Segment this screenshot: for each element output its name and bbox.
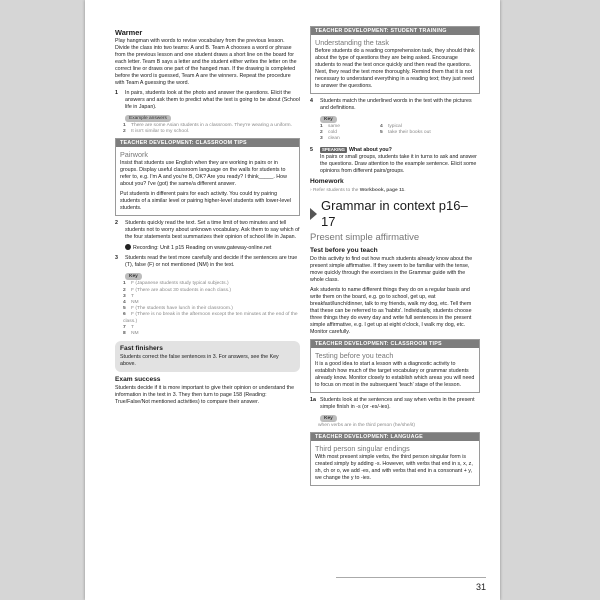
speaking-tag: SPEAKING bbox=[322, 146, 345, 152]
audio-icon bbox=[125, 244, 131, 250]
box-paragraph: Put students in different pairs for each activity. You could try pairing students of a similar level or pairing higher-level students with lower-level students. bbox=[120, 191, 292, 212]
box-subheading: Third person singular endings bbox=[315, 443, 410, 453]
exercise-number: 1 bbox=[115, 90, 118, 96]
exercise-title: What about you? bbox=[348, 146, 392, 153]
exercise-text bbox=[320, 147, 480, 175]
exercise-2 bbox=[115, 220, 300, 241]
box-title-bar: TEACHER DEVELOPMENT: CLASSROOM TIPS bbox=[116, 139, 299, 147]
box-title-bar: TEACHER DEVELOPMENT: LANGUAGE bbox=[311, 433, 479, 441]
answer-line: 6 F (There is no break in the afternoon except the ten minutes at the end of the class.) bbox=[123, 312, 298, 324]
answer-line: 7 T bbox=[123, 324, 134, 330]
key-label: Key bbox=[320, 116, 337, 123]
box-paragraph: It is a good idea to start a lesson with a diagnostic activity to establish how much of the target vocabulary or grammar students already know. Monitor closely to establish which areas you will need to focus on most in the subsequent 'teach' stage of the lesson. bbox=[315, 360, 475, 388]
box-title-bar: TEACHER DEVELOPMENT: CLASSROOM TIPS bbox=[311, 340, 479, 348]
box-subheading: Understanding the task bbox=[315, 38, 389, 47]
test-before-p1: Do this activity to find out how much students already know about the present simple affirmative. If they seem to be familiar with the tense, move quickly through the exercises in the Grammar guide with the whole class. bbox=[310, 255, 473, 283]
exercise-text: Students read the text more carefully and decide if the sentences are true (T), false (F) or not mentioned (NM) in the text. bbox=[125, 255, 298, 269]
grammar-section-title bbox=[310, 198, 480, 230]
box-subheading: Testing before you teach bbox=[315, 350, 394, 360]
language-box bbox=[310, 432, 480, 486]
box-paragraph: Before students do a reading comprehension task, they should think about the type of questions they are being asked. Encourage students to read the text once quickly and then read the questions. Next, they read the text more thoroughly. Remind them that it is not necessary to understand everything in a reading text; they just need to answer the questions. bbox=[315, 48, 475, 89]
test-before-p2: Ask students to name different things they do on a regular basis and write them on the board, e.g. go to school, get up, eat breakfast/lunch/dinner, talk to my friends, walk my dog, etc. Tell them that these can be referred to as 'habits'. Individually, students choose three things they do every day and write full sentences in the present simple affirmative, e.g. I get up at eight o'clock, I walk my dog, etc. Monitor carefully. bbox=[310, 286, 472, 335]
warmer-text: Play hangman with words to revise vocabulary from the previous lesson. Divide the class into two teams: A and B. Team A chooses a word or phrase from the previous lesson and one student draws a short line on the board for each letter. Team B says a letter and the student either writes the letter on the correct line or draws one part of the hanged man. If the drawing is completed before the word is guessed, Team A are the winners. Repeat the procedure with Team A guessing the word. bbox=[115, 38, 297, 86]
footer-rule bbox=[336, 577, 486, 578]
chevron-right-icon bbox=[310, 208, 317, 220]
exercise-text: Students look at the sentences and say when verbs in the present simple finish in -s (or -es/-ies). bbox=[320, 396, 475, 410]
exercise-text: Students match the underlined words in the text with the pictures and definitions. bbox=[320, 98, 472, 111]
answer-line: 1 same bbox=[320, 124, 340, 129]
homework-text: › Refer students to the Workbook, page 11. bbox=[310, 187, 406, 193]
key-label: Key bbox=[125, 273, 142, 280]
box-paragraph: Insist that students use English when they are working in pairs or in groups. Display useful classroom language on the walls for students to refer to, e.g. I'm A and you're B, OK? Are you ready? I think_____. How about you? I've (got) the same/a different answer. bbox=[120, 160, 287, 188]
answer-line: when verbs are in the third person (he/she/it) bbox=[318, 422, 416, 428]
key-label: Key bbox=[320, 415, 337, 422]
exam-success-heading: Exam success bbox=[115, 376, 161, 384]
answer-line: 2 cold bbox=[320, 130, 337, 136]
grammar-subtitle: Present simple affirmative bbox=[310, 231, 420, 243]
answer-line: 4 NM bbox=[123, 300, 139, 306]
exam-success-text: Students decide if it is more important to give their opinion or understand the information in the text in 3. They then turn to page 158 (Reading: True/False/Not mentioned activities) to compare their answer. bbox=[115, 385, 295, 406]
answer-line: 1 There are some Asian students in a classroom. They're wearing a uniform. bbox=[123, 123, 292, 128]
answer-line: 3 clean bbox=[320, 136, 340, 142]
page-number: 31 bbox=[475, 582, 486, 592]
answer-line: 2 It isn't similar to my school. bbox=[123, 129, 190, 135]
box-paragraph: With most present simple verbs, the third person singular form is created simply by adding -s. However, with verbs that end in s, x, z, sh, ch or o, we add -es, and with verbs that end in a consonant + y, we change the y to -ies. bbox=[315, 453, 473, 481]
fast-finishers-box bbox=[115, 341, 300, 372]
recording-text: Recording: Unit 1 p15 Reading on www.gateway-online.net bbox=[133, 245, 272, 252]
answer-line: 3 T bbox=[123, 293, 134, 299]
grammar-title-text: Grammar in context p16–17 bbox=[321, 197, 468, 229]
exercise-body: In pairs or small groups, students take it in turns to ask and answer the questions. Draw attention to the example sentence. Elicit some opinions from different pairs/groups. bbox=[320, 153, 477, 174]
answer-line: 2 F (There are about 30 students in each class.) bbox=[123, 287, 232, 293]
recording-line bbox=[125, 244, 300, 252]
example-answers-label: Example answers bbox=[125, 115, 171, 122]
answer-line: 1 F (Japanese students study typical subjects.) bbox=[123, 281, 229, 287]
test-before-heading: Test before you teach bbox=[310, 246, 378, 254]
exercise-number: 2 bbox=[115, 220, 118, 227]
document-page bbox=[85, 0, 500, 600]
key-answers-grid bbox=[310, 124, 480, 143]
exercise-1 bbox=[115, 90, 300, 111]
fast-finishers-text: Students correct the false sentences in 3. For answers, see the Key above. bbox=[120, 354, 279, 368]
left-column bbox=[115, 26, 300, 409]
testing-tips-box bbox=[310, 339, 480, 393]
exercise-text: In pairs, students look at the photo and answer the questions. Elicit the answers and ask them to predict what the text is going to be about (School life in Japan). bbox=[125, 90, 300, 110]
exercise-4 bbox=[310, 98, 480, 112]
box-title-bar: TEACHER DEVELOPMENT: STUDENT TRAINING bbox=[311, 27, 479, 35]
answer-line: 8 NM bbox=[123, 331, 139, 337]
exercise-1a bbox=[310, 397, 480, 411]
classroom-tips-box bbox=[115, 138, 300, 216]
right-column bbox=[310, 26, 480, 490]
exercise-number: 4 bbox=[310, 98, 313, 104]
answer-line: 4 typical bbox=[380, 124, 402, 129]
exercise-text: Students quickly read the text. Set a time limit of two minutes and tell students not to worry about unknown vocabulary. Ask them to say which of the four statements best summarizes their opinion of school life in Japan. bbox=[125, 220, 300, 241]
exercise-number: 1a bbox=[310, 396, 316, 403]
exercise-number: 3 bbox=[115, 255, 118, 262]
box-subheading: Pairwork bbox=[120, 150, 148, 160]
homework-heading: Homework bbox=[310, 177, 344, 185]
answer-line: 5 take their books out bbox=[380, 130, 431, 136]
answer-line: 5 F (The students have lunch in their classroom.) bbox=[123, 306, 233, 312]
exercise-5 bbox=[310, 147, 480, 175]
fast-finishers-heading: Fast finishers bbox=[120, 345, 163, 353]
warmer-heading: Warmer bbox=[115, 28, 143, 37]
exercise-3 bbox=[115, 255, 300, 269]
student-training-box bbox=[310, 26, 480, 94]
exercise-number: 5 bbox=[310, 146, 313, 153]
